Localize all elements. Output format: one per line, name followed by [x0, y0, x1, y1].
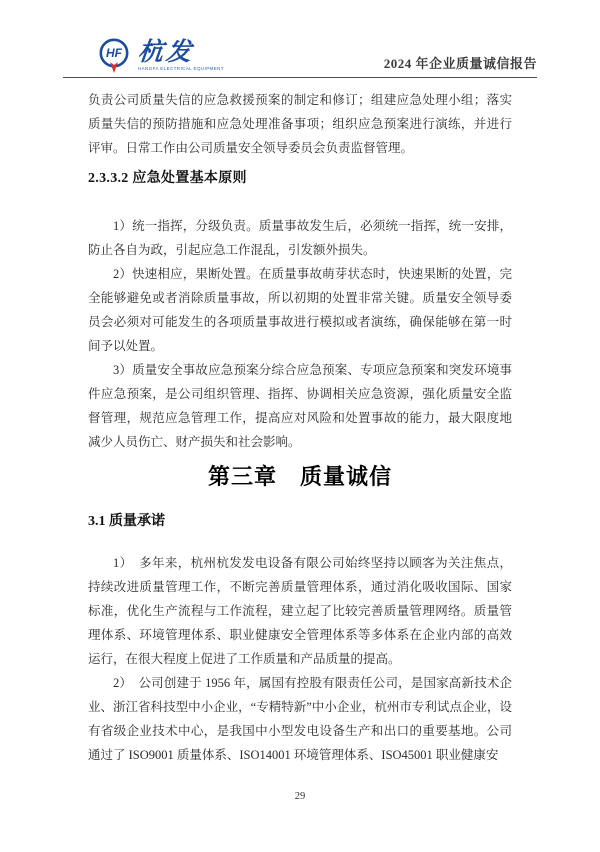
svg-text:HF: HF — [106, 46, 122, 60]
section-heading-2-3-3-2: 2.3.3.2 应急处置基本原则 — [88, 171, 247, 186]
brand-caption: HANGFA ELECTRICAL EQUIPMENT — [138, 66, 224, 71]
emergency-principle-paragraph-3: 3）质量安全事故应急预案分综合应急预案、专项应急预案和突发环境事件应急预案，是公司组织管理、指挥、协调相关应急资源，强化质量安全监督管理，规范应急管理工作，提高应对风险和处置事故的能力，最大限度地减少人员伤亡、财产损失和社会影响。 — [88, 363, 512, 449]
chapter-title: 第三章 质量诚信 — [207, 464, 392, 489]
page-number: 29 — [294, 791, 306, 802]
document-body — [88, 88, 512, 767]
brand-name: 杭发 — [136, 39, 196, 66]
hf-emblem-icon — [97, 38, 131, 74]
emergency-principle-paragraph-1: 1）统一指挥，分级负责。质量事故发生后，必须统一指挥，统一安排，防止各自为政，引起应急工作混乱，引发额外损失。 — [88, 219, 512, 257]
emergency-principle-paragraph-2: 2）快速相应，果断处置。在质量事故萌芽状态时，快速果断的处置，完全能够避免或者消除质量事故，所以初期的处置非常关键。质量安全领导委员会必须对可能发生的各项质量事故进行模拟或者演练，确保能够在第一时间予以处置。 — [88, 267, 512, 353]
report-header-title: 2024 年企业质量诚信报告 — [383, 56, 537, 71]
page-header — [63, 0, 537, 78]
company-logo — [97, 38, 224, 74]
quality-commitment-paragraph-2: 2） 公司创建于 1956 年，属国有控股有限责任公司，是国家高新技术企业、浙江省科技型中小企业，“专精特新”中小企业，杭州市专利试点企业，设有省级企业技术中心，是我国中小型发电设备生产和出口的重要基地。公司通过了 ISO9001 质量体系、ISO14001 环境管理体系、ISO45001 职业健康安 — [88, 676, 512, 762]
section-heading-3-1: 3.1 质量承诺 — [88, 514, 165, 529]
intro-paragraph: 负责公司质量失信的应急救援预案的制定和修订；组建应急处理小组；落实质量失信的预防措施和应急处理准备事项；组织应急预案进行演练，并进行评审。日常工作由公司质量安全领导委员会负责监督管理。 — [88, 93, 512, 155]
quality-commitment-paragraph-1: 1） 多年来，杭州杭发发电设备有限公司始终坚持以顾客为关注焦点，持续改进质量管理工作，不断完善质量管理体系，通过消化吸收国际、国家标准，优化生产流程与工作流程，建立起了比较完善质量管理网络。质量管理体系、环境管理体系、职业健康安全管理体系等多体系在企业内部的高效运行，在很大程度上促进了工作质量和产品质量的提高。 — [88, 556, 512, 666]
page-footer — [0, 786, 600, 804]
brand-text-block — [138, 40, 224, 72]
